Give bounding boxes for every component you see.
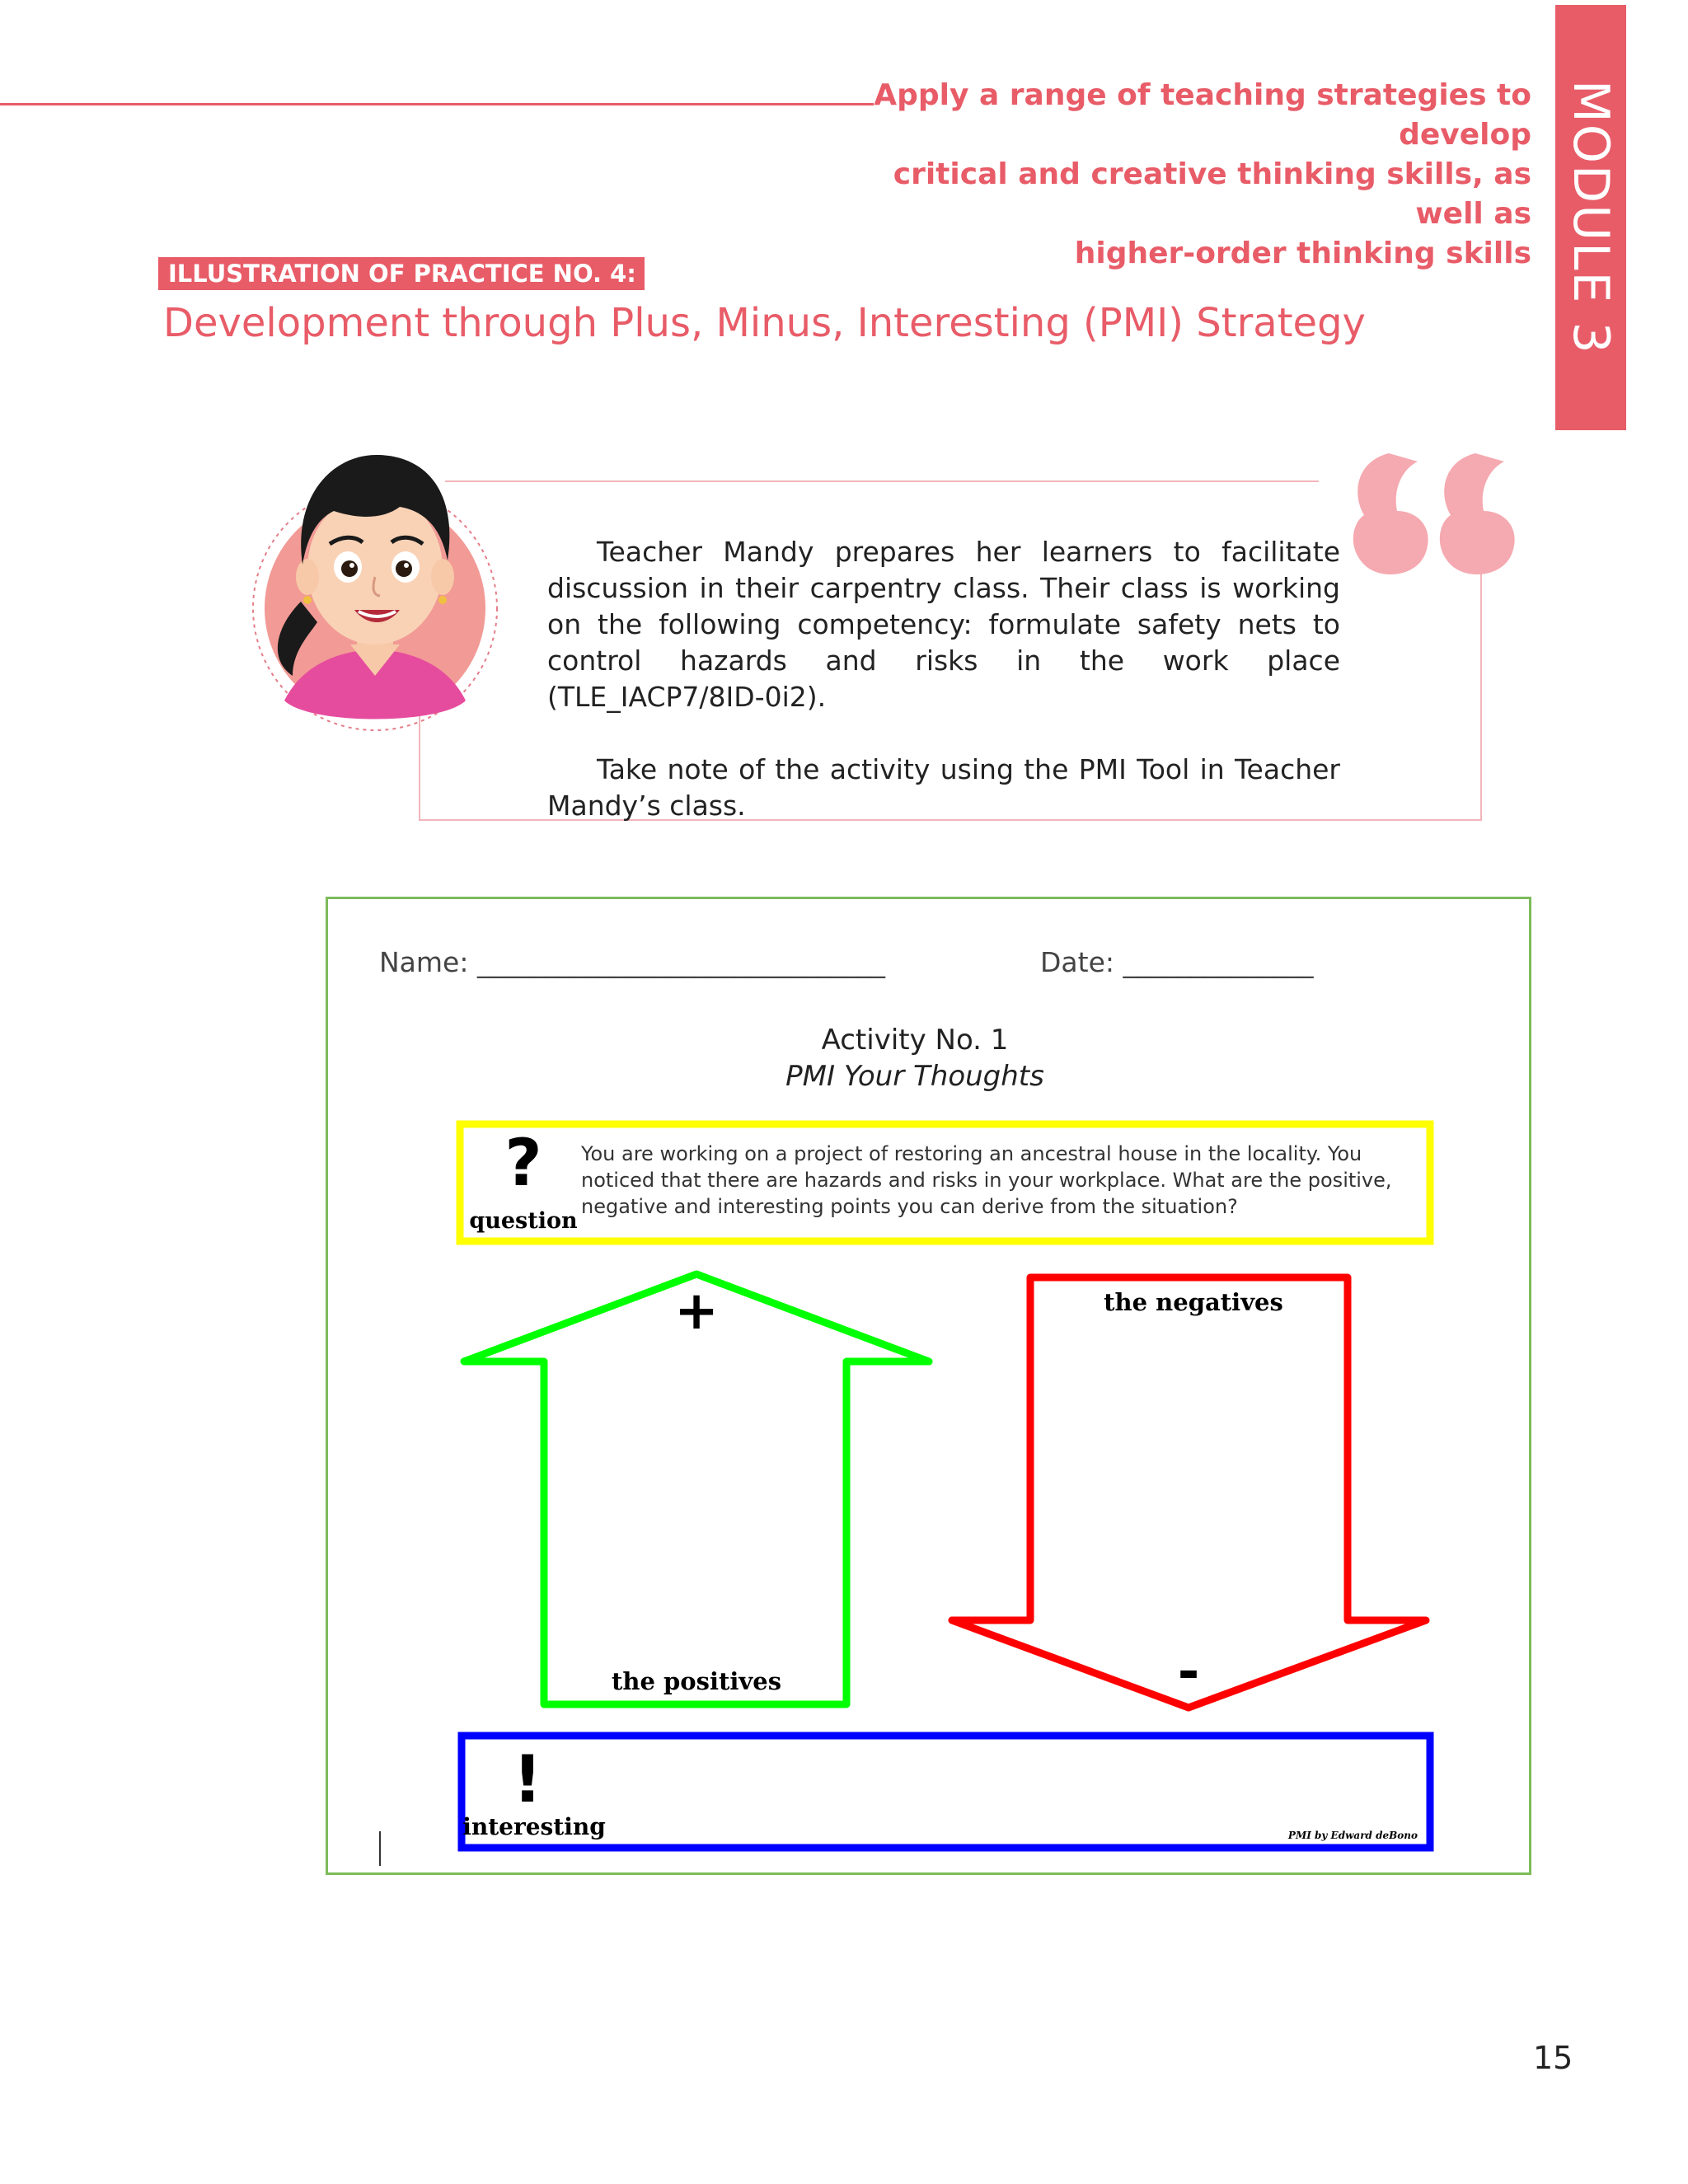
objective-line-1: Apply a range of teaching strategies to develop	[874, 78, 1531, 152]
date-field-label: Date: ______________	[1040, 946, 1314, 978]
positives-label: the positives	[611, 1667, 782, 1695]
negatives-label: the negatives	[1104, 1288, 1283, 1316]
quote-mark-icon	[1343, 445, 1550, 610]
practice-badge: ILLUSTRATION OF PRACTICE NO. 4:	[158, 257, 645, 290]
objective-line-2: critical and creative thinking skills, as well as	[893, 157, 1531, 231]
question-mark-icon: ?	[504, 1127, 542, 1201]
question-label: question	[469, 1208, 578, 1234]
activity-subtitle: PMI Your Thoughts	[785, 1060, 1044, 1093]
pmi-credit: PMI by Edward deBono	[1287, 1830, 1418, 1841]
interesting-label: interesting	[462, 1813, 606, 1840]
minus-icon: -	[1177, 1642, 1200, 1703]
name-field-label: Name: ______________________________	[379, 946, 885, 978]
objective-line-3: higher-order thinking skills	[1074, 237, 1531, 270]
narrative-text	[547, 534, 1340, 860]
header-rule	[0, 103, 874, 105]
module-tab-label: MODULE 3	[1562, 80, 1620, 355]
narrative-paragraph-2: Take note of the activity using the PMI Tool in Teacher Mandy’s class.	[547, 753, 1340, 822]
narrative-paragraph-1: Teacher Mandy prepares her learners to facilitate discussion in their carpentry class. Their class is working on the following competency: formulate safety nets to control hazards and risks in the work place (TLE_IACP7/8ID-0i2).	[547, 536, 1340, 713]
teacher-avatar-icon	[235, 429, 507, 733]
interesting-box	[462, 1736, 1430, 1848]
practice-title: Development through Plus, Minus, Interesting (PMI) Strategy	[163, 300, 1366, 346]
exclamation-icon: !	[513, 1743, 542, 1817]
module-objective	[856, 76, 1531, 274]
activity-title: Activity No. 1	[821, 1024, 1009, 1057]
text-cursor	[379, 1831, 381, 1866]
module-tab	[1555, 5, 1626, 430]
plus-icon: +	[674, 1281, 719, 1342]
question-text: You are working on a project of restoring an ancestral house in the locality. You noticed that there are hazards and risks in your workplace. What are the positive, negative and interesting points you can derive from the situation?	[581, 1142, 1392, 1218]
page-number: 15	[1533, 2040, 1573, 2076]
pmi-diagram	[326, 897, 1531, 1875]
